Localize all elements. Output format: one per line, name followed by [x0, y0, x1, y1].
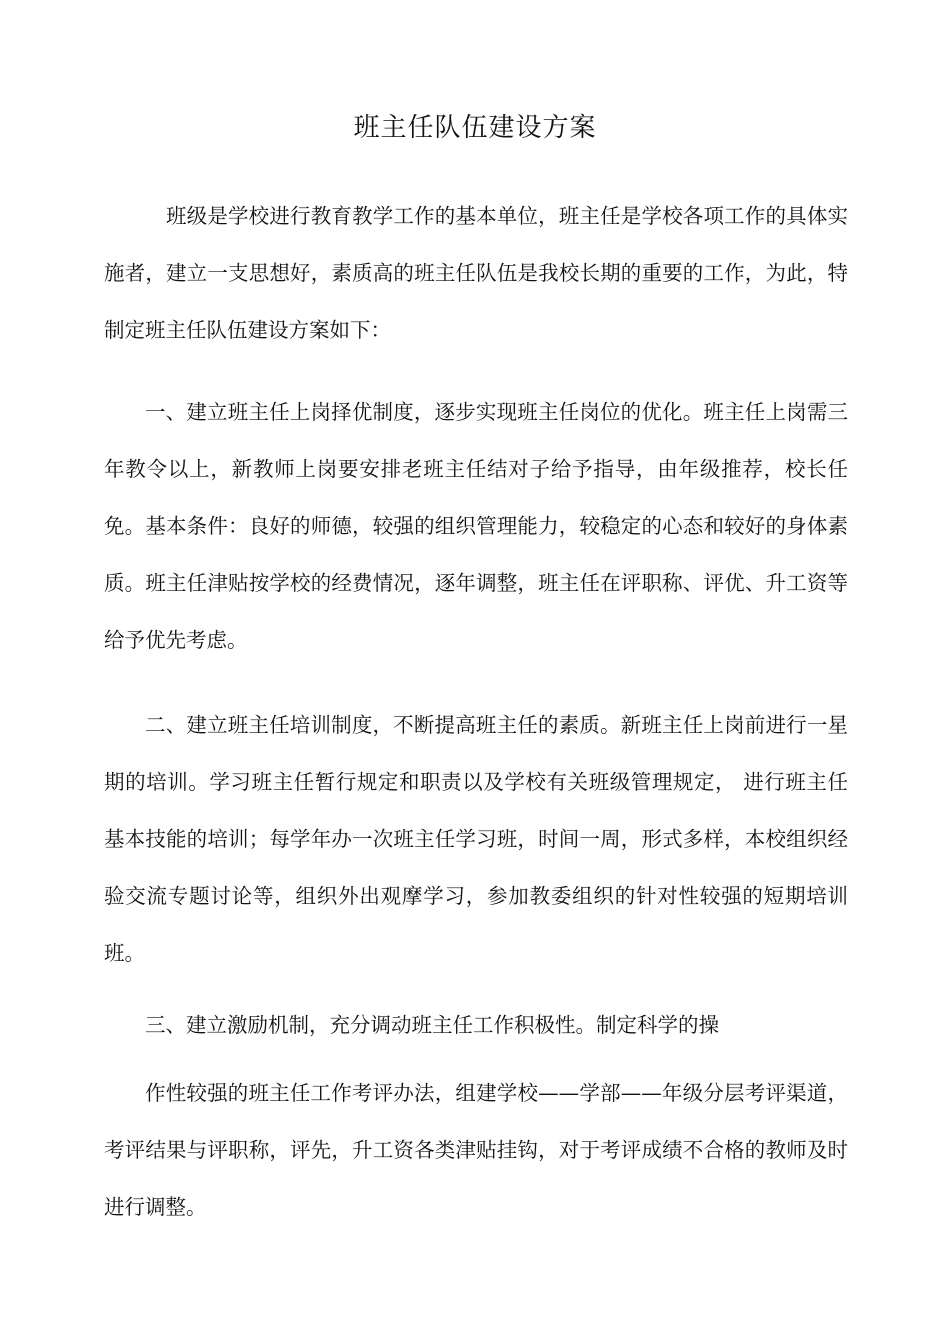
- intro-paragraph: 班级是学校进行教育教学工作的基本单位，班主任是学校各项工作的具体实施者，建立一支思想好，素质高的班主任队伍是我校长期的重要的工作，为此，特制定班主任队伍建设方案如下：: [104, 204, 848, 342]
- document-title: 班主任队伍建设方案: [353, 113, 597, 143]
- section-two-paragraph: 二、建立班主任培训制度，不断提高班主任的素质。新班主任上岗前进行一星期的培训。学习班主任暂行规定和职责以及学校有关班级管理规定， 进行班主任基本技能的培训；每学年办一次班主任学习班，时间一周，形式多样，本校组织经验交流专题讨论等，组织外出观摩学习，参加教委组织的针对性较强的短期培训班。: [104, 713, 848, 965]
- section-one-paragraph: 一、建立班主任上岗择优制度，逐步实现班主任岗位的优化。班主任上岗需三年教令以上，新教师上岗要安排老班主任结对子给予指导，由年级推荐，校长任免。基本条件：良好的师德，较强的组织管理能力，较稳定的心态和较好的身体素质。班主任津贴按学校的经费情况，逐年调整，班主任在评职称、评优、升工资等给予优先考虑。: [104, 400, 848, 652]
- section-three-continuation-paragraph: 作性较强的班主任工作考评办法，组建学校——学部——年级分层考评渠道，考评结果与评职称，评先，升工资各类津贴挂钩，对于考评成绩不合格的教师及时进行调整。: [104, 1081, 848, 1219]
- section-three-paragraph: 三、建立激励机制，充分调动班主任工作积极性。制定科学的操: [145, 1013, 719, 1037]
